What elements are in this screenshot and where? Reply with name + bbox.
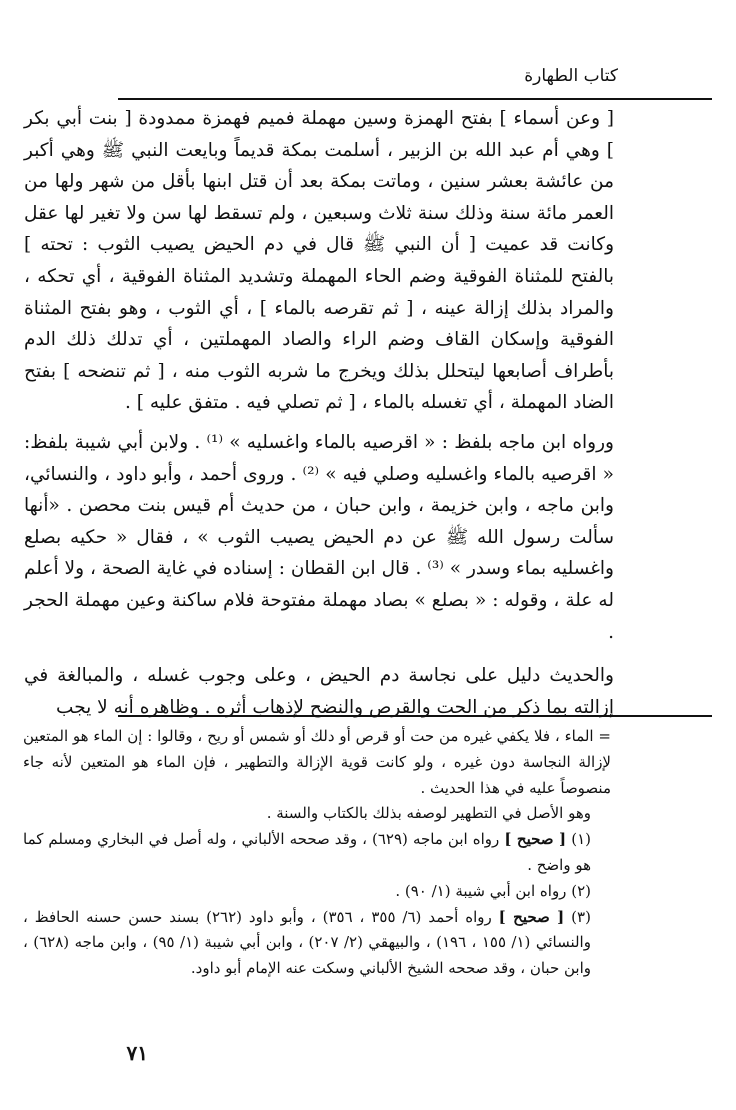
footnote-rule [118,715,712,717]
body-paragraph-3: والحديث دليل على نجاسة دم الحيض ، وعلى وجوب غسله ، والمبالغة في إزالته بما ذكر من الحت والقرص والنضح لإذهاب أثره . وظاهره أنه لا يجب [24,665,614,718]
footnote-text: رواه ابن ماجه (٦٢٩) ، وقد صححه الألباني ، وله أصل في البخاري ومسلم كما هو واضح . [23,830,591,874]
footnote-3 [23,905,611,982]
body-paragraph-1: [ وعن أسماء ] بفتح الهمزة وسين مهملة فميم فهمزة ممدودة [ بنت أبي بكر ] وهي أم عبد الله بن الزبير ، أسلمت بمكة قديماً وبايعت النبي ﷺ وهي أكبر من عائشة بعشر سنين ، وماتت بمكة بعد أن قتل ابنها بأقل من شهر ولها من العمر مائة سنة وذلك سنة ثلاث وسبعين ، ولم تسقط لها سن ولا تغير لها عقل وكانت قد عميت [ أن النبي ﷺ قال في دم الحيض يصيب الثوب : تحته ] بالفتح للمثناة الفوقية وضم الحاء المهملة وتشديد المثناة الفوقية ، أي تحكه ، والمراد بذلك إزالة عينه ، [ ثم تقرصه بالماء ] ، أي الثوب ، وهو بفتح المثناة الفوقية وإسكان القاف وضم الراء والصاد المهملتين ، أي تدلك ذلك الدم بأطراف أصابعها ليتحلل بذلك ويخرج ما شربه الثوب منه ، [ ثم تنضحه ] بفتح الضاد المهملة ، أي تغسله بالماء ، [ ثم تصلي فيه . متفق عليه ] . [24,108,614,414]
footnote-marker: (١) [571,830,591,849]
page-number: ٧١ [126,1041,148,1065]
footnote-text: رواه ابن أبي شيبة (١/ ٩٠) . [395,881,567,900]
footnote-grade: [ صحيح ] [504,830,567,849]
footnote-2 [23,879,611,905]
footnote-marker: (٣) [571,907,591,926]
footnote-text: رواه أحمد (٦/ ٣٥٥ ، ٣٥٦) ، وأبو داود (٢٦٢) بسند حسن حسنه الحافظ ، والنسائي (١/ ١٥٥ ، ١٩٦) ، والبيهقي (٢/ ٢٠٧) ، وابن أبي شيبة (١/ ٩٥) ، وابن ماجه (٦٢٨) ، وابن حبان ، وقد صححه الشيخ الألباني وسكت عنه الإمام أبو داود. [23,907,591,978]
footnotes [23,724,611,982]
footnote-grade: [ صحيح ] [498,907,565,926]
footnote-continuation-2: وهو الأصل في التطهير لوصفه بذلك بالكتاب والسنة . [266,804,591,823]
main-text [24,103,614,723]
running-header: كتاب الطهارة [524,66,618,86]
footnote-continuation: = الماء ، فلا يكفي غيره من حت أو قرص أو دلك أو شمس أو ريح ، وقالوا : إن الماء هو المتعين لإزالة النجاسة دون غيره ، ولو كانت قوية الإزالة والتطهير ، فإن الماء هو المتعين لأنه جاء منصوصاً عليه في هذا الحديث . [23,727,611,797]
header-rule [118,98,712,100]
footnote-1 [23,827,611,879]
footnote-marker: (٢) [571,881,591,900]
body-paragraph-2: ورواه ابن ماجه بلفظ : « اقرصيه بالماء واغسليه » ⁽¹⁾ . ولابن أبي شيبة بلفظ: « اقرصيه بالماء واغسليه وصلي فيه » ⁽²⁾ . وروى أحمد ، وأبو داود ، والنسائي، وابن ماجه ، وابن خزيمة ، وابن حبان ، من حديث أم قيس بنت محصن . «أنها سألت رسول الله ﷺ عن دم الحيض يصيب الثوب » ، فقال « حكيه بصلع واغسليه بماء وسدر » ⁽³⁾ . قال ابن القطان : إسناده في غاية الصحة ، ولا أعلم له علة ، وقوله : « بصلع » بصاد مهملة مفتوحة فلام ساكنة وعين مهملة الحجر . [24,431,614,643]
